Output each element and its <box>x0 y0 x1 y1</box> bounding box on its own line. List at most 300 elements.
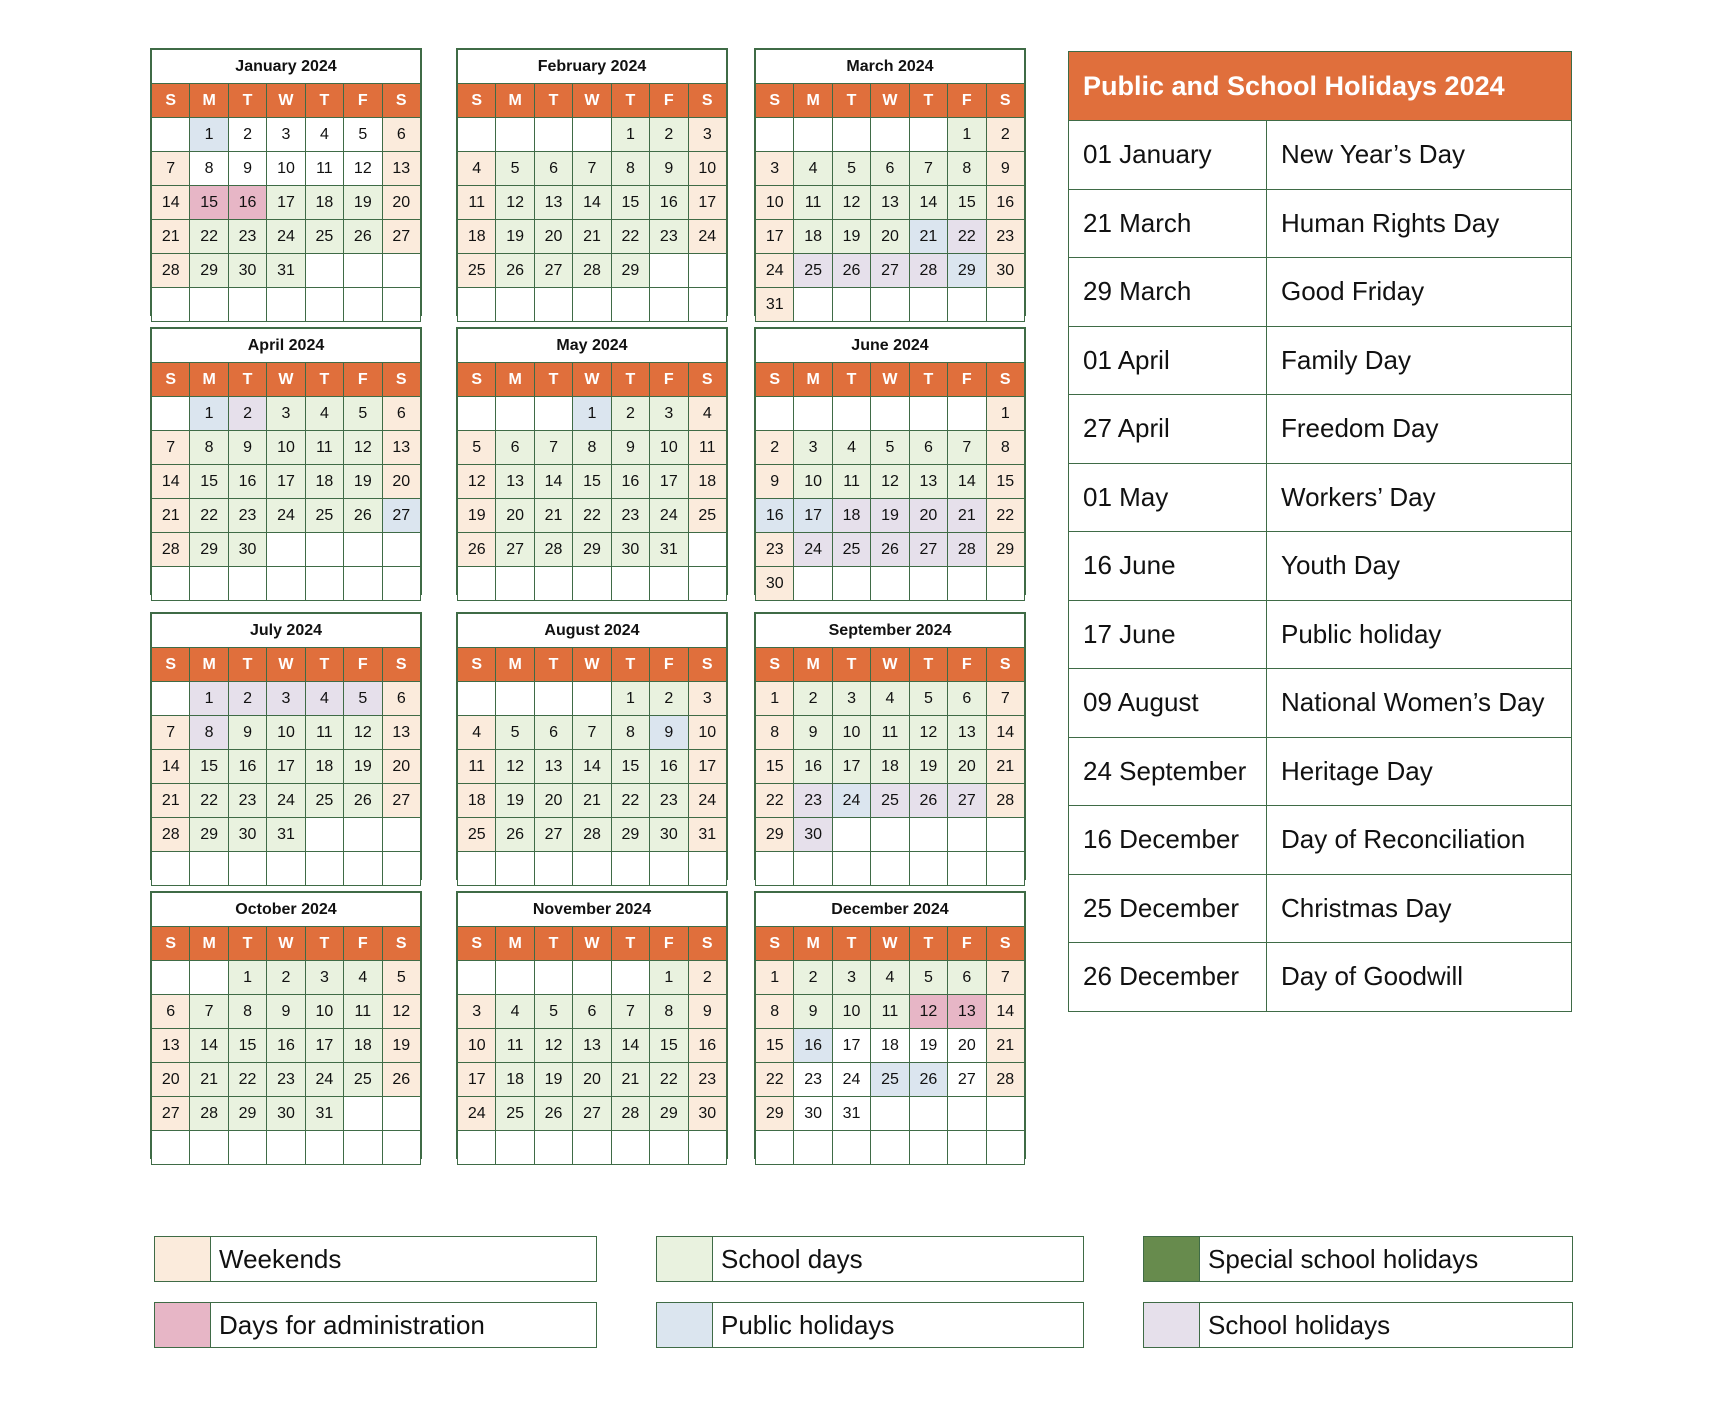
holiday-date: 01 January <box>1069 121 1267 190</box>
day-cell: 3 <box>794 431 832 465</box>
day-header: S <box>756 363 794 397</box>
day-cell <box>534 118 572 152</box>
day-cell: 25 <box>871 1063 909 1097</box>
day-cell <box>152 961 190 995</box>
day-cell: 1 <box>611 682 649 716</box>
month-calendar <box>754 327 1026 595</box>
day-cell: 15 <box>650 1029 688 1063</box>
day-cell <box>382 254 420 288</box>
day-cell <box>756 1131 794 1165</box>
month-title: February 2024 <box>458 50 727 84</box>
holiday-row <box>1069 463 1572 532</box>
month-calendar <box>150 612 422 880</box>
day-cell <box>688 288 726 322</box>
day-cell <box>611 567 649 601</box>
month-title: November 2024 <box>458 893 727 927</box>
day-header: T <box>909 363 947 397</box>
day-cell <box>611 288 649 322</box>
day-cell: 27 <box>382 784 420 818</box>
day-cell <box>986 818 1024 852</box>
day-cell: 5 <box>458 431 496 465</box>
day-cell: 14 <box>573 186 611 220</box>
day-cell: 24 <box>688 220 726 254</box>
day-cell: 24 <box>267 784 305 818</box>
day-header: T <box>534 363 572 397</box>
day-cell <box>909 1131 947 1165</box>
day-cell: 16 <box>228 186 266 220</box>
day-cell <box>756 118 794 152</box>
day-cell <box>190 288 228 322</box>
day-cell: 23 <box>794 784 832 818</box>
day-cell: 15 <box>573 465 611 499</box>
day-cell <box>305 567 343 601</box>
month-title: June 2024 <box>756 329 1025 363</box>
month-title: January 2024 <box>152 50 421 84</box>
day-cell: 30 <box>228 818 266 852</box>
day-cell <box>344 818 382 852</box>
day-cell: 6 <box>871 152 909 186</box>
day-header: M <box>496 84 534 118</box>
day-cell: 15 <box>756 750 794 784</box>
day-cell <box>794 397 832 431</box>
day-cell: 28 <box>534 533 572 567</box>
day-cell: 20 <box>382 465 420 499</box>
day-cell <box>267 852 305 886</box>
day-cell: 4 <box>305 118 343 152</box>
day-cell <box>871 1097 909 1131</box>
day-cell: 14 <box>986 716 1024 750</box>
day-cell <box>909 288 947 322</box>
day-cell <box>948 818 986 852</box>
day-cell: 2 <box>611 397 649 431</box>
day-cell: 16 <box>688 1029 726 1063</box>
month-title: May 2024 <box>458 329 727 363</box>
day-cell: 6 <box>382 118 420 152</box>
day-header: S <box>458 84 496 118</box>
day-cell <box>496 852 534 886</box>
day-cell: 24 <box>794 533 832 567</box>
day-cell: 11 <box>496 1029 534 1063</box>
day-cell: 18 <box>344 1029 382 1063</box>
day-header: M <box>190 363 228 397</box>
day-cell: 15 <box>986 465 1024 499</box>
day-cell: 26 <box>534 1097 572 1131</box>
day-header: W <box>573 84 611 118</box>
day-cell: 18 <box>305 465 343 499</box>
day-cell: 19 <box>909 1029 947 1063</box>
day-cell: 27 <box>382 220 420 254</box>
day-cell <box>909 567 947 601</box>
day-cell: 30 <box>228 254 266 288</box>
legend-swatch <box>155 1303 211 1347</box>
day-cell: 8 <box>228 995 266 1029</box>
day-cell: 19 <box>496 784 534 818</box>
day-header: T <box>305 648 343 682</box>
holiday-row <box>1069 189 1572 258</box>
day-cell: 2 <box>986 118 1024 152</box>
day-header: M <box>794 927 832 961</box>
day-header: S <box>756 84 794 118</box>
day-cell: 22 <box>190 220 228 254</box>
day-cell <box>496 961 534 995</box>
day-cell: 23 <box>228 784 266 818</box>
day-cell: 30 <box>650 818 688 852</box>
day-cell: 8 <box>190 431 228 465</box>
day-cell: 17 <box>832 750 870 784</box>
day-header: M <box>794 84 832 118</box>
holiday-date: 29 March <box>1069 258 1267 327</box>
day-cell <box>458 852 496 886</box>
day-cell <box>573 961 611 995</box>
day-header: S <box>382 84 420 118</box>
day-cell: 9 <box>794 716 832 750</box>
day-cell: 11 <box>871 995 909 1029</box>
legend-label: Public holidays <box>721 1309 895 1340</box>
day-cell <box>909 397 947 431</box>
day-cell <box>573 118 611 152</box>
day-cell: 2 <box>650 118 688 152</box>
day-cell <box>534 567 572 601</box>
day-cell <box>688 254 726 288</box>
day-cell: 9 <box>228 152 266 186</box>
day-header: S <box>688 84 726 118</box>
day-cell: 13 <box>871 186 909 220</box>
day-cell: 16 <box>650 750 688 784</box>
day-cell: 21 <box>986 1029 1024 1063</box>
day-cell <box>458 397 496 431</box>
day-header: T <box>228 363 266 397</box>
day-cell: 26 <box>871 533 909 567</box>
day-cell: 2 <box>688 961 726 995</box>
day-cell: 13 <box>382 152 420 186</box>
day-header: S <box>458 363 496 397</box>
day-cell <box>611 852 649 886</box>
day-cell: 12 <box>832 186 870 220</box>
day-cell: 7 <box>190 995 228 1029</box>
day-cell: 18 <box>305 186 343 220</box>
day-cell: 24 <box>650 499 688 533</box>
day-cell: 4 <box>305 682 343 716</box>
day-cell <box>228 1131 266 1165</box>
day-cell: 25 <box>688 499 726 533</box>
day-header: W <box>267 927 305 961</box>
day-cell: 12 <box>909 995 947 1029</box>
day-cell <box>948 1097 986 1131</box>
day-cell: 7 <box>948 431 986 465</box>
month-calendar <box>754 891 1026 1159</box>
day-cell <box>832 1131 870 1165</box>
day-cell <box>794 118 832 152</box>
day-cell: 19 <box>458 499 496 533</box>
day-cell: 21 <box>534 499 572 533</box>
day-cell: 11 <box>305 152 343 186</box>
day-cell <box>832 818 870 852</box>
day-cell: 14 <box>611 1029 649 1063</box>
day-cell: 25 <box>871 784 909 818</box>
day-cell: 1 <box>228 961 266 995</box>
day-cell: 19 <box>344 465 382 499</box>
holiday-date: 27 April <box>1069 395 1267 464</box>
day-cell: 17 <box>756 220 794 254</box>
day-cell: 17 <box>650 465 688 499</box>
day-header: M <box>190 84 228 118</box>
legend-label: Days for administration <box>219 1309 485 1340</box>
month-title: September 2024 <box>756 614 1025 648</box>
day-cell <box>688 567 726 601</box>
month-title: April 2024 <box>152 329 421 363</box>
day-cell: 23 <box>688 1063 726 1097</box>
holiday-name: Public holiday <box>1267 600 1572 669</box>
legend-item <box>656 1302 1084 1348</box>
day-cell: 22 <box>190 784 228 818</box>
day-cell: 27 <box>871 254 909 288</box>
day-cell: 4 <box>871 682 909 716</box>
day-cell <box>688 1131 726 1165</box>
day-cell: 3 <box>756 152 794 186</box>
day-cell: 5 <box>496 152 534 186</box>
day-cell <box>534 397 572 431</box>
day-cell: 23 <box>267 1063 305 1097</box>
day-cell: 28 <box>909 254 947 288</box>
day-cell: 8 <box>948 152 986 186</box>
day-cell: 31 <box>305 1097 343 1131</box>
day-cell: 31 <box>688 818 726 852</box>
day-header: F <box>948 927 986 961</box>
day-cell: 26 <box>344 220 382 254</box>
day-cell: 21 <box>948 499 986 533</box>
day-cell: 2 <box>267 961 305 995</box>
day-cell: 2 <box>228 118 266 152</box>
holiday-name: National Women’s Day <box>1267 669 1572 738</box>
day-cell: 7 <box>986 682 1024 716</box>
day-cell: 20 <box>534 220 572 254</box>
day-cell: 4 <box>458 716 496 750</box>
day-cell: 26 <box>496 818 534 852</box>
day-cell: 24 <box>688 784 726 818</box>
day-cell: 30 <box>794 818 832 852</box>
holidays-title: Public and School Holidays 2024 <box>1069 52 1572 121</box>
day-cell <box>534 682 572 716</box>
day-cell: 1 <box>611 118 649 152</box>
day-cell: 14 <box>573 750 611 784</box>
day-header: F <box>650 363 688 397</box>
day-cell: 29 <box>650 1097 688 1131</box>
day-cell: 23 <box>650 220 688 254</box>
day-cell: 19 <box>832 220 870 254</box>
day-cell: 1 <box>986 397 1024 431</box>
day-header: T <box>909 84 947 118</box>
day-cell: 10 <box>688 152 726 186</box>
legend-label: Special school holidays <box>1208 1243 1479 1274</box>
day-cell: 8 <box>650 995 688 1029</box>
day-cell: 11 <box>458 750 496 784</box>
day-cell: 1 <box>573 397 611 431</box>
day-cell: 10 <box>832 716 870 750</box>
day-cell <box>496 567 534 601</box>
day-cell: 28 <box>152 818 190 852</box>
day-cell: 12 <box>344 152 382 186</box>
day-cell <box>458 567 496 601</box>
day-cell: 20 <box>948 750 986 784</box>
holiday-row <box>1069 737 1572 806</box>
day-cell: 7 <box>573 716 611 750</box>
day-cell: 24 <box>832 1063 870 1097</box>
day-header: W <box>573 927 611 961</box>
day-cell: 26 <box>832 254 870 288</box>
day-cell <box>534 1131 572 1165</box>
day-cell: 29 <box>948 254 986 288</box>
day-cell: 10 <box>267 716 305 750</box>
day-header: W <box>871 648 909 682</box>
day-cell <box>190 567 228 601</box>
day-cell <box>458 118 496 152</box>
day-cell: 16 <box>756 499 794 533</box>
month-title: December 2024 <box>756 893 1025 927</box>
day-cell: 15 <box>190 750 228 784</box>
day-cell: 31 <box>267 254 305 288</box>
day-header: T <box>534 84 572 118</box>
day-cell: 4 <box>688 397 726 431</box>
day-cell: 25 <box>305 220 343 254</box>
day-cell: 9 <box>228 716 266 750</box>
day-cell: 13 <box>382 431 420 465</box>
day-cell: 16 <box>228 750 266 784</box>
day-cell: 17 <box>458 1063 496 1097</box>
day-header: F <box>948 648 986 682</box>
day-cell: 4 <box>458 152 496 186</box>
day-cell: 5 <box>832 152 870 186</box>
day-cell: 24 <box>756 254 794 288</box>
day-header: T <box>611 84 649 118</box>
day-cell: 8 <box>611 716 649 750</box>
day-cell <box>344 852 382 886</box>
holiday-date: 01 May <box>1069 463 1267 532</box>
day-cell: 5 <box>344 682 382 716</box>
day-cell: 24 <box>458 1097 496 1131</box>
day-cell: 28 <box>190 1097 228 1131</box>
day-cell: 14 <box>190 1029 228 1063</box>
day-cell: 20 <box>382 186 420 220</box>
day-cell: 29 <box>611 818 649 852</box>
day-cell: 9 <box>611 431 649 465</box>
day-header: W <box>267 84 305 118</box>
holiday-date: 09 August <box>1069 669 1267 738</box>
legend-item <box>1143 1302 1573 1348</box>
day-cell: 28 <box>152 533 190 567</box>
month-calendar <box>456 891 728 1159</box>
day-cell <box>305 852 343 886</box>
day-cell: 31 <box>650 533 688 567</box>
day-cell <box>832 852 870 886</box>
day-cell: 7 <box>534 431 572 465</box>
day-cell <box>458 682 496 716</box>
day-header: F <box>344 84 382 118</box>
day-cell <box>909 852 947 886</box>
day-cell: 3 <box>267 397 305 431</box>
day-cell: 13 <box>496 465 534 499</box>
month-title: August 2024 <box>458 614 727 648</box>
day-cell <box>871 288 909 322</box>
day-cell: 6 <box>152 995 190 1029</box>
day-cell: 17 <box>267 750 305 784</box>
day-cell: 23 <box>228 499 266 533</box>
day-cell: 1 <box>190 118 228 152</box>
day-cell: 15 <box>756 1029 794 1063</box>
holiday-name: Day of Reconciliation <box>1267 806 1572 875</box>
day-cell: 30 <box>228 533 266 567</box>
day-cell: 26 <box>496 254 534 288</box>
day-cell <box>152 682 190 716</box>
day-cell: 26 <box>909 784 947 818</box>
month-title: October 2024 <box>152 893 421 927</box>
day-cell <box>305 288 343 322</box>
day-header: S <box>756 927 794 961</box>
day-cell: 26 <box>344 499 382 533</box>
day-cell: 1 <box>948 118 986 152</box>
day-cell: 16 <box>794 1029 832 1063</box>
day-cell <box>948 397 986 431</box>
day-cell: 30 <box>267 1097 305 1131</box>
day-cell: 16 <box>228 465 266 499</box>
day-cell: 20 <box>573 1063 611 1097</box>
day-header: M <box>496 927 534 961</box>
day-cell: 4 <box>496 995 534 1029</box>
holiday-date: 16 June <box>1069 532 1267 601</box>
day-cell <box>382 567 420 601</box>
legend-item <box>1143 1236 1573 1282</box>
month-calendar <box>754 612 1026 880</box>
day-cell <box>573 852 611 886</box>
day-cell: 25 <box>496 1097 534 1131</box>
day-header: M <box>496 648 534 682</box>
day-header: T <box>832 648 870 682</box>
day-cell: 1 <box>756 961 794 995</box>
day-header: T <box>228 927 266 961</box>
holiday-row <box>1069 395 1572 464</box>
day-header: S <box>986 648 1024 682</box>
day-cell: 2 <box>794 961 832 995</box>
month-calendar <box>150 327 422 595</box>
day-cell: 5 <box>496 716 534 750</box>
day-cell: 21 <box>573 220 611 254</box>
day-cell: 18 <box>305 750 343 784</box>
legend-item <box>154 1302 597 1348</box>
day-cell: 21 <box>986 750 1024 784</box>
day-cell: 20 <box>948 1029 986 1063</box>
day-cell: 24 <box>305 1063 343 1097</box>
day-cell: 21 <box>573 784 611 818</box>
day-cell: 3 <box>650 397 688 431</box>
day-cell <box>344 567 382 601</box>
day-cell: 10 <box>794 465 832 499</box>
day-cell: 20 <box>496 499 534 533</box>
day-cell: 27 <box>909 533 947 567</box>
day-cell <box>228 288 266 322</box>
holiday-name: Day of Goodwill <box>1267 943 1572 1012</box>
day-cell <box>190 852 228 886</box>
day-cell <box>152 288 190 322</box>
day-cell: 3 <box>267 118 305 152</box>
day-cell: 28 <box>948 533 986 567</box>
day-header: S <box>458 927 496 961</box>
day-cell: 4 <box>305 397 343 431</box>
day-cell: 15 <box>611 750 649 784</box>
day-header: T <box>305 927 343 961</box>
day-cell: 3 <box>267 682 305 716</box>
day-cell <box>534 961 572 995</box>
day-header: S <box>152 648 190 682</box>
day-cell: 6 <box>382 682 420 716</box>
